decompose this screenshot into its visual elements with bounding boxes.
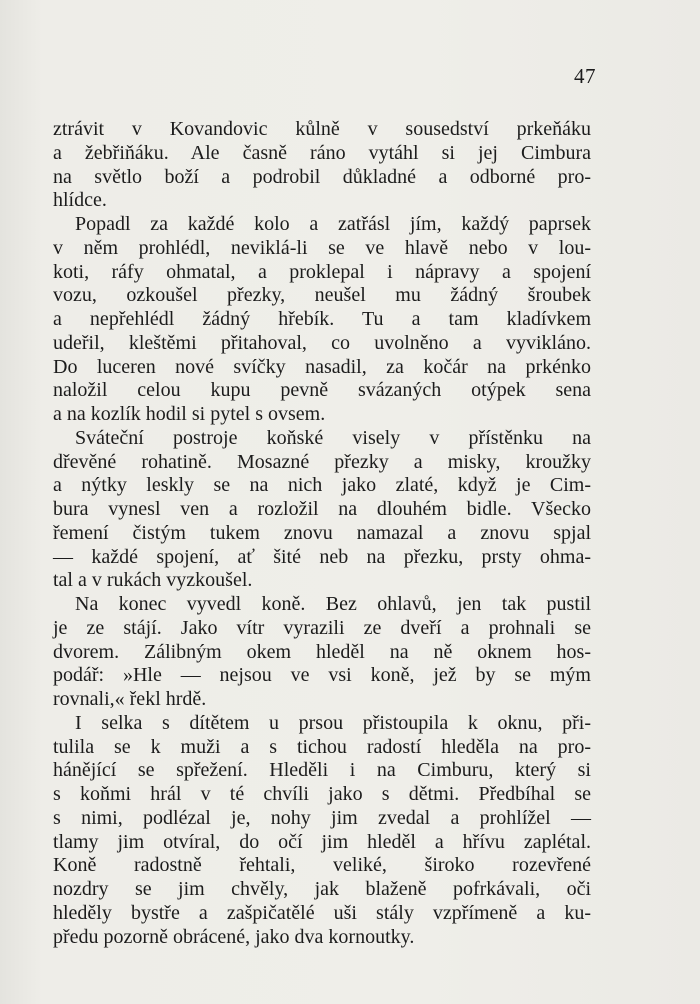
text-line: hlídce. bbox=[53, 189, 107, 212]
text-line: tulila se k muži a s tichou radostí hleděla na pro- bbox=[53, 735, 591, 758]
text-line: vozu, ozkoušel přezky, neušel mu žádný šroubek bbox=[53, 284, 591, 307]
text-line: s koňmi hrál v té chvíli jako s dětmi. Předbíhal se bbox=[53, 783, 591, 805]
text-line: s nimi, podlézal je, nohy jim zvedal a prohlížel — bbox=[53, 806, 591, 829]
text-line: hánějící se spřežení. Hleděli i na Cimburu, který si bbox=[53, 759, 591, 782]
text-line: řemení čistým tukem znovu namazal a znovu spjal bbox=[53, 521, 591, 544]
text-line: Popadl za každé kolo a zatřásl jím, každý paprsek bbox=[75, 213, 591, 235]
text-line: rovnali,« řekl hrdě. bbox=[53, 688, 207, 710]
text-line: bura vynesl ven a rozložil na dlouhém bidle. Všecko bbox=[53, 498, 591, 520]
body-text bbox=[53, 118, 591, 949]
text-line: na světlo boží a podrobil důkladné a odborné pro- bbox=[53, 165, 591, 188]
text-line: dvorem. Zálibným okem hleděl na ně oknem hos- bbox=[53, 640, 591, 663]
text-line: hleděly bystře a zašpičatělé uši stály vzpřímeně a ku- bbox=[53, 901, 591, 924]
text-line: tal a v rukách vyzkoušel. bbox=[53, 569, 253, 592]
text-line: a žebřiňáku. Ale časně ráno vytáhl si jej Cimbura bbox=[53, 141, 591, 164]
text-line: podář: »Hle — nejsou ve vsi koně, jež by se mým bbox=[53, 664, 591, 687]
text-line: tlamy jim otvíral, do očí jim hleděl a hřívu zaplétal. bbox=[53, 830, 591, 853]
text-line: Na konec vyvedl koně. Bez ohlavů, jen tak pustil bbox=[75, 593, 591, 615]
text-line: dřevěné rohatině. Mosazné přezky a misky, kroužky bbox=[53, 450, 591, 473]
text-line: koti, ráfy ohmatal, a proklepal i nápravy a spojení bbox=[53, 260, 591, 283]
text-line: I selka s dítětem u prsou přistoupila k oknu, při- bbox=[75, 711, 591, 734]
text-line: a nepřehlédl žádný hřebík. Tu a tam kladívkem bbox=[53, 308, 591, 330]
text-line: ztrávit v Kovandovic kůlně v sousedství prkeňáku bbox=[53, 118, 591, 140]
text-line: Sváteční postroje koňské visely v přístěnku na bbox=[75, 426, 591, 449]
text-line: — každé spojení, ať šité neb na přezku, prsty ohma- bbox=[53, 545, 591, 568]
text-line: Do luceren nové svíčky nasadil, za kočár na prkénko bbox=[53, 355, 591, 378]
page-number: 47 bbox=[574, 64, 596, 88]
text-line: Koně radostně řehtali, veliké, široko rozevřené bbox=[53, 854, 591, 877]
text-line: naložil celou kupu pevně svázaných otýpek sena bbox=[53, 379, 591, 402]
text-line: je ze stájí. Jako vítr vyrazili ze dveří a prohnali se bbox=[53, 616, 591, 639]
text-line: a na kozlík hodil si pytel s ovsem. bbox=[53, 403, 326, 425]
text-line: a nýtky leskly se na nich jako zlaté, když je Cim- bbox=[53, 474, 591, 497]
text-line: předu pozorně obrácené, jako dva kornoutky. bbox=[53, 925, 415, 948]
text-line: udeřil, kleštěmi přitahoval, co uvolněno a vyvikláno. bbox=[53, 331, 591, 354]
text-line: nozdry se jim chvěly, jak blaženě pofrkávali, oči bbox=[53, 878, 591, 900]
text-line: v něm prohlédl, neviklá-li se ve hlavě nebo v lou- bbox=[53, 236, 591, 259]
